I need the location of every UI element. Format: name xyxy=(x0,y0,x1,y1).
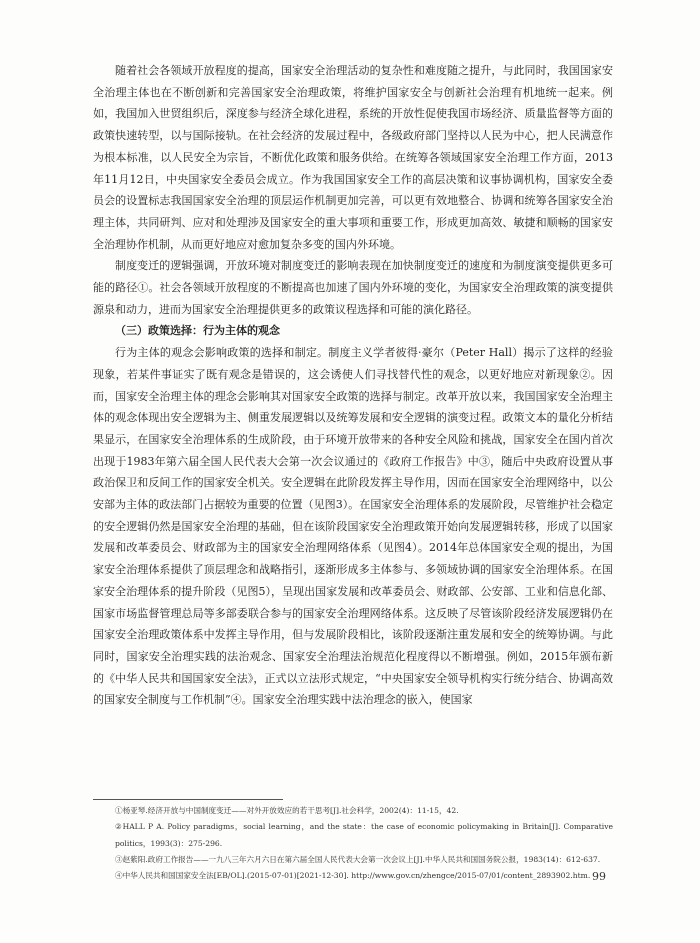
footnote-divider xyxy=(93,799,283,800)
footnote: ③赵紫阳.政府工作报告——一九八三年六月六日在第六届全国人民代表大会第一次会议上[J].中华人民共和国国务院公报，1983(14)：612-637. xyxy=(115,854,601,864)
paragraph: 随着社会各领域开放程度的提高，国家安全治理活动的复杂性和难度随之提升，与此同时，我国国家安全治理主体也在不断创新和完善国家安全治理政策，将维护国家安全与创新社会治理有机地统一起来。例如，我国加入世贸组织后，深度参与经济全球化进程，系统的开放性促使我国市场经济、质量监督等方面的政策快速转型，以与国际接轨。在社会经济的发展过程中，各级政府部门坚持以人民为中心，把人民满意作为根本标准，以人民安全为宗旨，不断优化政策和服务供给。在统筹各领域国家安全治理工作方面，2013年11月12日，中央国家安全委员会成立。作为我国国家安全工作的高层决策和议事协调机构，国家安全委员会的设置标志我国国家安全治理的顶层运作机制更加完善，可以更有效地整合、协调和统筹各国家安全治理主体，共同研判、应对和处理涉及国家安全的重大事项和重要工作，形成更加高效、敏捷和顺畅的国家安全治理协作机制，从而更好地应对愈加复杂多变的国内外环境。 xyxy=(93,64,613,251)
footnote: ①杨亚琴.经济开放与中国制度变迁——对外开放效应的若干思考[J].社会科学，2002(4)：11-15，42. xyxy=(115,806,459,815)
article-body xyxy=(93,60,613,711)
footnote: ④中华人民共和国国家安全法[EB/OL].(2015-07-01)[2021-12-30]. http://www.gov.cn/zhengce/2015-07/01/content_2893902.htm. xyxy=(115,871,591,881)
paragraph: 行为主体的观念会影响政策的选择和制定。制度主义学者彼得·豪尔（Peter Hall）揭示了这样的经验现象，若某件事证实了既有观念是错误的，这会诱使人们寻找替代性的观念，以更好地应对新现象②。因而，国家安全治理主体的理念会影响其对国家安全政策的选择与制定。改革开放以来，我国国家安全治理主体的观念体现出安全逻辑为主、侧重发展逻辑以及统筹发展和安全逻辑的演变过程。政策文本的量化分析结果显示，在国家安全治理体系的生成阶段，由于环境开放带来的各种安全风险和挑战，国家安全在国内首次出现于1983年第六届全国人民代表大会第一次会议通过的《政府工作报告》中③，随后中央政府设置从事政治保卫和反间工作的国家安全机关。安全逻辑在此阶段发挥主导作用，因而在国家安全治理网络中，以公安部为主体的政法部门占据较为重要的位置（见图3）。在国家安全治理体系的发展阶段，尽管维护社会稳定的安全逻辑仍然是国家安全治理的基础，但在该阶段国家安全治理政策开始向发展逻辑转移，形成了以国家发展和改革委员会、财政部为主的国家安全治理网络体系（见图4）。2014年总体国家安全观的提出，为国家安全治理体系提供了顶层理念和战略指引，逐渐形成多主体参与、多领域协调的国家安全治理体系。在国家安全治理体系的提升阶段（见图5），呈现出国家发展和改革委员会、财政部、公安部、工业和信息化部、国家市场监督管理总局等多部委联合参与的国家安全治理网络体系。这反映了尽管该阶段经济发展逻辑仍在国家安全治理政策体系中发挥主导作用，但与发展阶段相比，该阶段逐渐注重发展和安全的统筹协调。与此同时，国家安全治理实践的法治观念、国家安全治理法治规范化程度得以不断增强。例如，2015年颁布新的《中华人民共和国国家安全法》，正式以立法形式规定，“中央国家安全领导机构实行统分结合、协调高效的国家安全制度与工作机制”④。国家安全治理实践中法治理念的嵌入，使国家 xyxy=(93,346,613,707)
section-heading: （三）政策选择：行为主体的观念 xyxy=(115,324,280,338)
footnote: ②HALL P A. Policy paradigms，social learning，and the state：the case of economic policymaking in Britain[J]. Comparative politics，1993(3)：275-296. xyxy=(115,822,613,848)
paragraph: 制度变迁的逻辑强调，开放环境对制度变迁的影响表现在加快制度变迁的速度和为制度演变提供更多可能的路径①。社会各领域开放程度的不断提高也加速了国内外环境的变化，为国家安全治理政策的演变提供源泉和动力，进而为国家安全治理提供更多的政策议程选择和可能的演化路径。 xyxy=(93,259,613,316)
page-number: 99 xyxy=(592,870,606,883)
footnotes xyxy=(93,803,613,884)
